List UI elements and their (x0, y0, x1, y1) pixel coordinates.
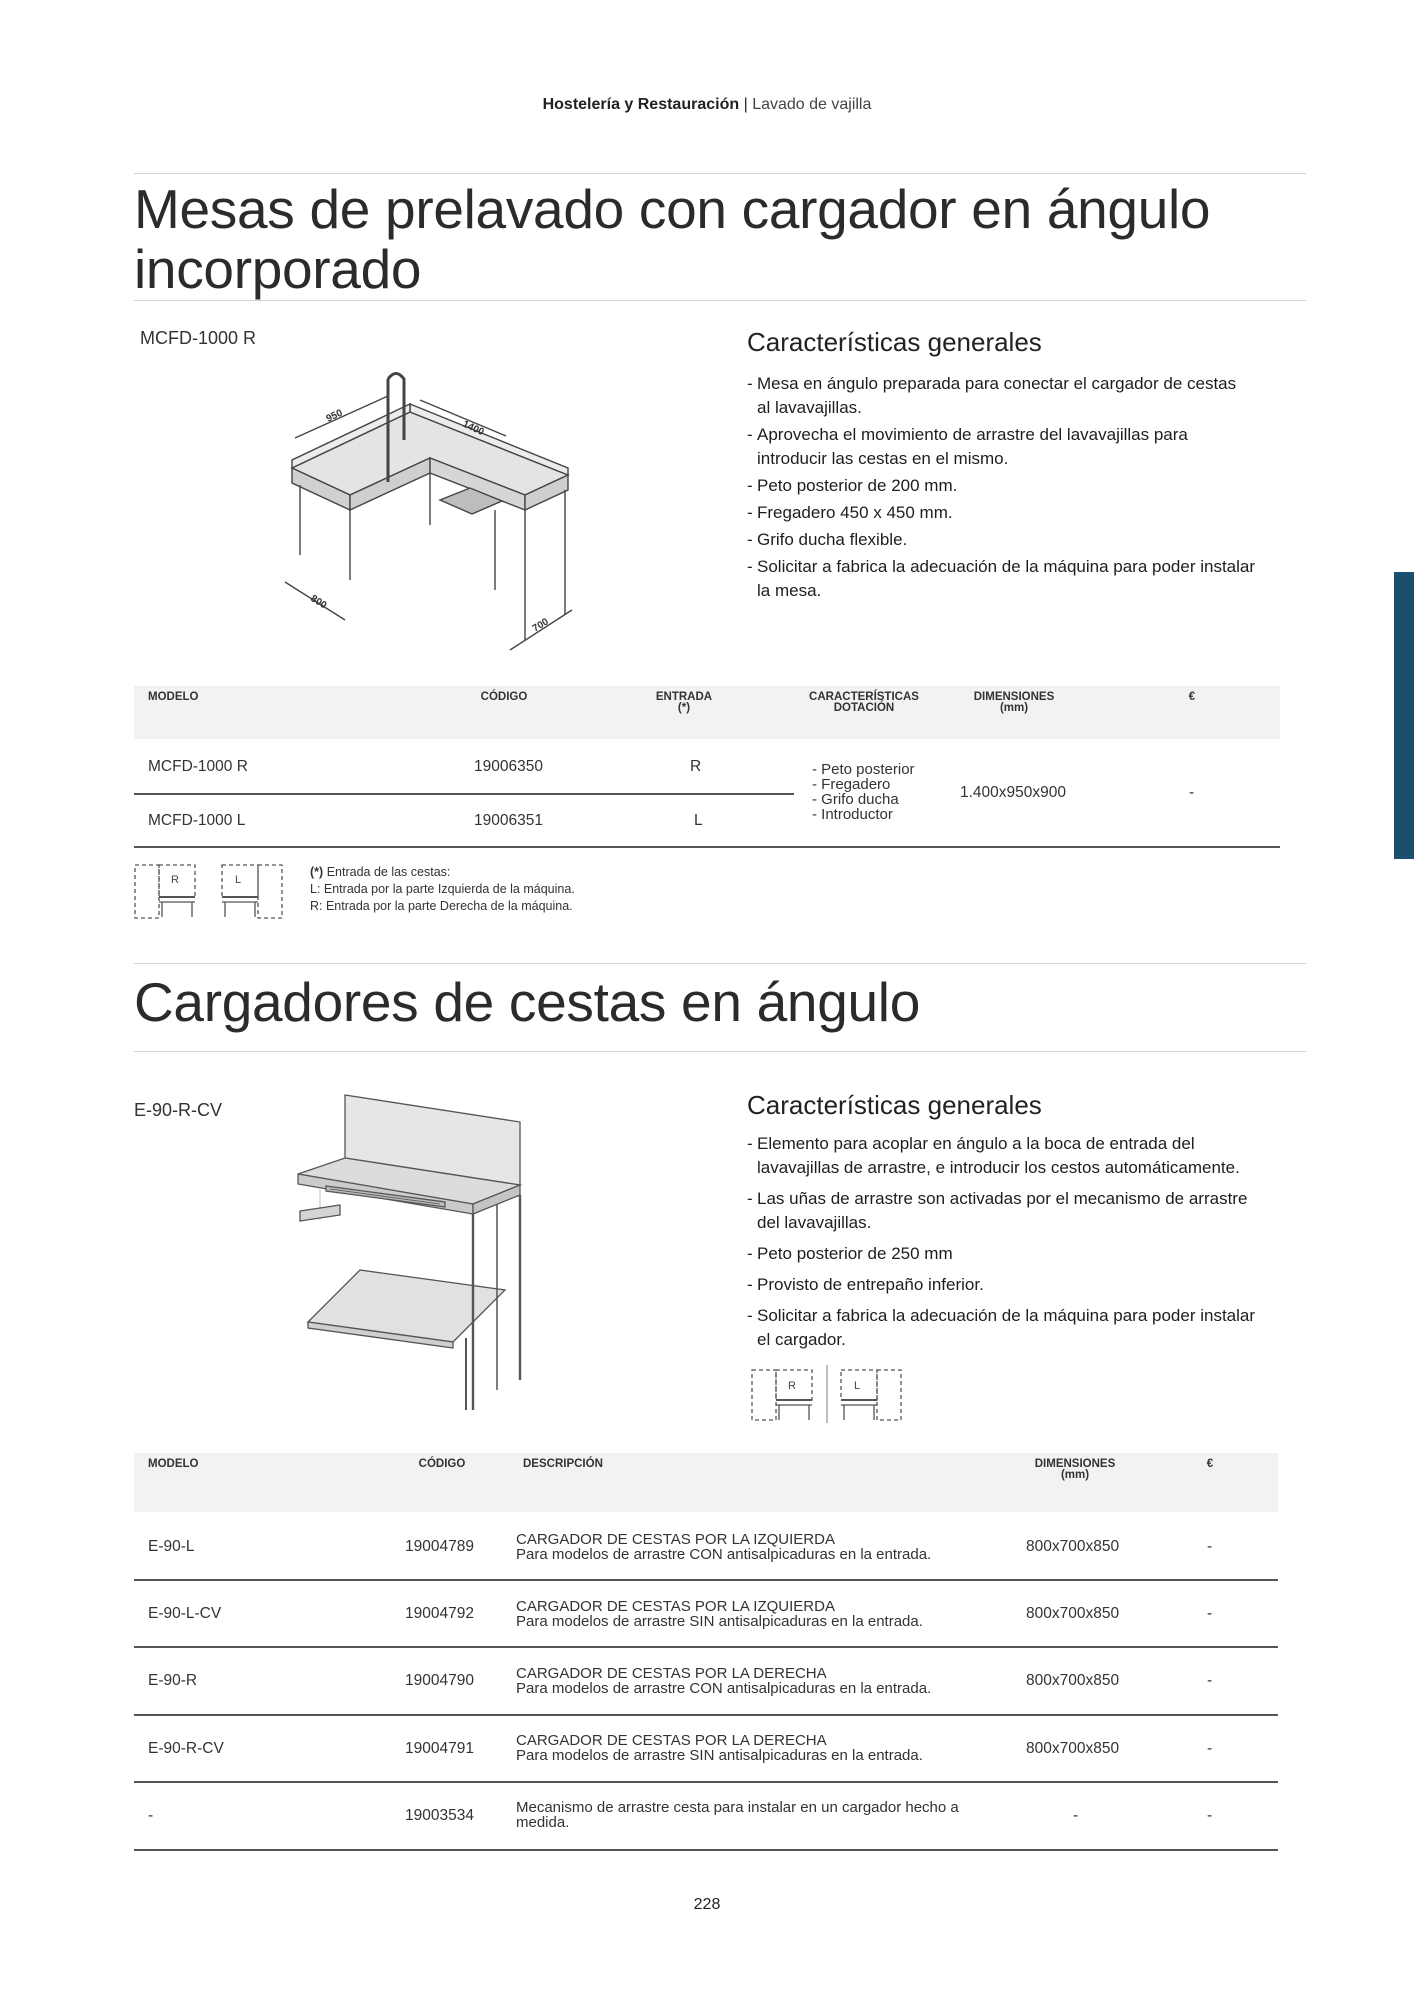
row-divider (134, 1646, 1278, 1648)
cell-modelo: MCFD-1000 R (148, 758, 248, 775)
legend-l-label: L (235, 874, 242, 886)
entry-side-legend-icons (134, 864, 284, 920)
divider (134, 963, 1306, 964)
dim-label: 950 (324, 407, 345, 425)
cell-precio: - (1207, 1672, 1213, 1689)
chapter-tab (1394, 572, 1414, 859)
feature-item: - Solicitar a fabrica la adecuación de la máquina para poder instalar el cargador. (747, 1304, 1287, 1352)
section2-title: Cargadores de cestas en ángulo (134, 971, 920, 1033)
running-header (0, 96, 1414, 114)
col-header-dimensiones: DIMENSIONES (mm) (1034, 1458, 1116, 1481)
cell-precio: - (1207, 1807, 1213, 1824)
col-header-codigo: CÓDIGO (418, 1458, 466, 1470)
cell-modelo: E-90-R-CV (148, 1740, 224, 1757)
feature-item: - Solicitar a fabrica la adecuación de la máquina para poder instalar la mesa. (747, 555, 1287, 603)
cell-precio: - (1207, 1605, 1213, 1622)
feature-item: - Las uñas de arrastre son activadas por el mecanismo de arrastre del lavavajillas. (747, 1187, 1287, 1235)
cell-dimensiones: 800x700x850 (1026, 1672, 1120, 1689)
cell-dimensiones: 800x700x850 (1026, 1605, 1120, 1622)
cell-dimensiones: 800x700x850 (1026, 1740, 1120, 1757)
col-header-precio: € (1188, 691, 1196, 703)
table-bottom-rule (134, 1849, 1278, 1851)
col-header-modelo: MODELO (148, 1458, 199, 1470)
col-header-dimensiones: DIMENSIONES (mm) (973, 691, 1055, 714)
header-separator: | (743, 96, 748, 113)
dim-label: 800 (308, 593, 329, 612)
cell-entrada: L (694, 812, 703, 829)
cell-dimensiones: 1.400x950x900 (960, 784, 1067, 801)
feature-item: - Aprovecha el movimiento de arrastre del lavavajillas para introducir las cestas en el mismo. (747, 423, 1287, 471)
cell-codigo: 19004790 (405, 1672, 474, 1689)
legend-r-label: R (171, 874, 179, 886)
section1-features-list (747, 372, 1287, 603)
section1-title (134, 179, 1210, 299)
page-number: 228 (693, 1896, 721, 1913)
col-header-modelo: MODELO (148, 691, 199, 703)
table2-header (134, 1453, 1278, 1512)
row-divider (134, 1579, 1278, 1581)
divider (134, 300, 1306, 301)
cell-modelo: E-90-L-CV (148, 1605, 222, 1622)
entry-side-legend-icons (751, 1365, 903, 1423)
cell-codigo: 19003534 (405, 1807, 474, 1824)
section1-features-title: Características generales (747, 327, 1042, 357)
section2-features-title: Características generales (747, 1090, 1042, 1120)
dim-label: 700 (530, 616, 551, 635)
row-divider (134, 1714, 1278, 1716)
table1-header (134, 686, 1280, 739)
header-subsection: Lavado de vajilla (752, 96, 872, 113)
cell-codigo: 19004789 (405, 1538, 474, 1555)
section1-title-line2: incorporado (134, 238, 422, 300)
row-divider (134, 1781, 1278, 1783)
cell-dotacion: - Peto posterior - Fregadero - Grifo ducha - Introductor (812, 761, 915, 823)
section1-model-label: MCFD-1000 R (140, 328, 257, 348)
cell-precio: - (1207, 1538, 1213, 1555)
corner-table-drawing (270, 360, 600, 660)
cell-descripcion: CARGADOR DE CESTAS POR LA DERECHA Para modelos de arrastre SIN antisalpicaduras en la entrada. (516, 1732, 923, 1764)
section2-features-list (747, 1132, 1287, 1352)
feature-item: - Peto posterior de 250 mm (747, 1242, 1287, 1266)
basket-loader-drawing (290, 1090, 535, 1415)
feature-item: - Elemento para acoplar en ángulo a la boca de entrada del lavavajillas de arrastre, e introducir los cestos automáticamente. (747, 1132, 1287, 1180)
cell-precio: - (1207, 1740, 1213, 1757)
col-header-caracteristicas: CARACTERÍSTICAS DOTACIÓN (809, 691, 919, 714)
feature-item: - Peto posterior de 200 mm. (747, 474, 1287, 498)
divider (134, 1051, 1306, 1052)
row-divider (134, 793, 794, 795)
cell-codigo: 19006351 (474, 812, 543, 829)
cell-codigo: 19004791 (405, 1740, 474, 1757)
col-header-descripcion: DESCRIPCIÓN (523, 1458, 603, 1470)
section1-title-line1: Mesas de prelavado con cargador en ángulo (134, 178, 1211, 240)
feature-item: - Mesa en ángulo preparada para conectar el cargador de cestas al lavavajillas. (747, 372, 1287, 420)
header-section: Hostelería y Restauración (542, 96, 740, 113)
cell-codigo: 19004792 (405, 1605, 474, 1622)
feature-item: - Grifo ducha flexible. (747, 528, 1287, 552)
cell-descripcion: CARGADOR DE CESTAS POR LA IZQUIERDA Para modelos de arrastre SIN antisalpicaduras en la entrada. (516, 1598, 923, 1630)
cell-modelo: E-90-R (148, 1672, 198, 1689)
entry-note: (*) Entrada de las cestas: L: Entrada por la parte Izquierda de la máquina. R: Entrada por la parte Derecha de la máquina. (310, 865, 575, 913)
table-bottom-rule (134, 846, 1280, 848)
cell-entrada: R (690, 758, 702, 775)
cell-modelo: - (148, 1807, 154, 1824)
col-header-entrada: ENTRADA (*) (655, 691, 713, 714)
cell-descripcion: CARGADOR DE CESTAS POR LA IZQUIERDA Para modelos de arrastre CON antisalpicaduras en la entrada. (516, 1531, 932, 1563)
cell-modelo: E-90-L (148, 1538, 195, 1555)
col-header-precio: € (1206, 1458, 1214, 1470)
cell-precio: - (1189, 784, 1195, 801)
legend-l-label: L (854, 1380, 861, 1392)
cell-descripcion: Mecanismo de arrastre cesta para instalar en un cargador hecho a medida. (516, 1799, 959, 1831)
cell-modelo: MCFD-1000 L (148, 812, 246, 829)
section2-model-label: E-90-R-CV (134, 1100, 223, 1120)
cell-descripcion: CARGADOR DE CESTAS POR LA DERECHA Para modelos de arrastre CON antisalpicaduras en la entrada. (516, 1665, 932, 1697)
feature-item: - Provisto de entrepaño inferior. (747, 1273, 1287, 1297)
dim-label: 1400 (460, 418, 486, 439)
cell-dimensiones: - (1073, 1807, 1079, 1824)
cell-codigo: 19006350 (474, 758, 543, 775)
feature-item: - Fregadero 450 x 450 mm. (747, 501, 1287, 525)
cell-dimensiones: 800x700x850 (1026, 1538, 1120, 1555)
legend-r-label: R (788, 1380, 796, 1392)
divider (134, 173, 1306, 174)
col-header-codigo: CÓDIGO (480, 691, 528, 703)
